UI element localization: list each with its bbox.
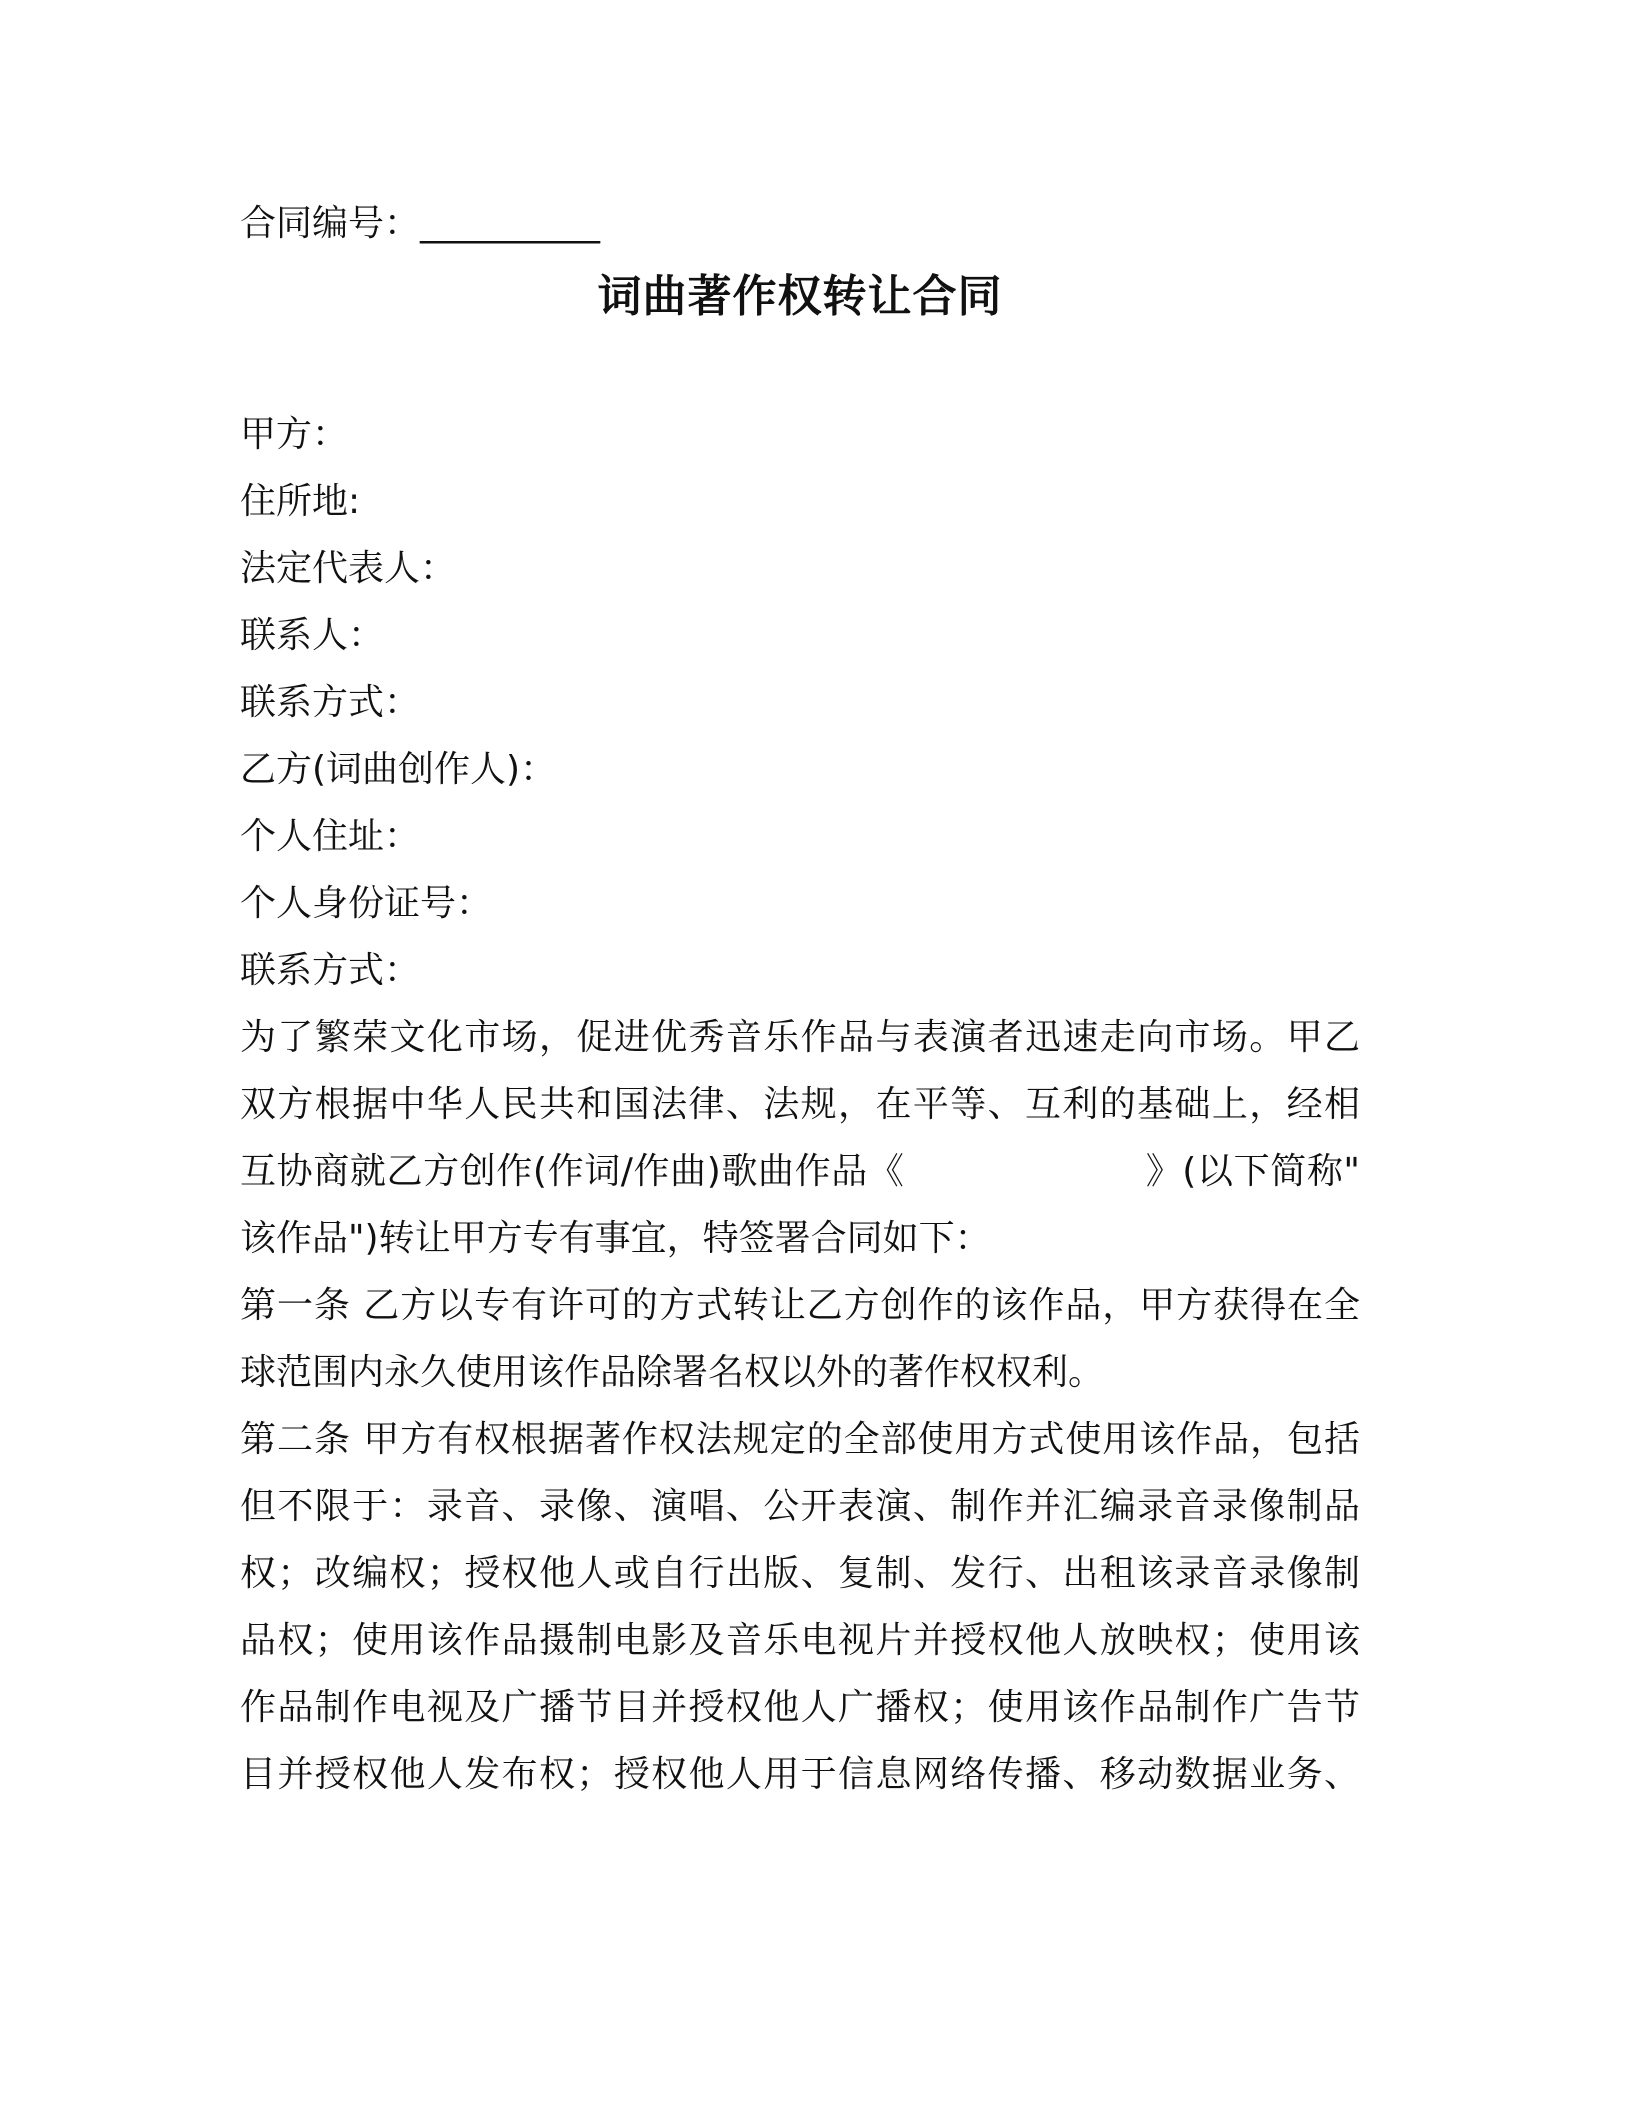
contract-number: 合同编号：__________ [240,203,601,244]
article-2-line: 第二条 甲方有权根据著作权法规定的全部使用方式使用该作品，包括 [240,1419,1360,1460]
party-b-address: 个人住址： [240,816,421,857]
party-b-id-number: 个人身份证号： [240,883,493,924]
document-title: 词曲著作权转让合同 [597,271,1003,322]
article-1-line: 球范围内永久使用该作品除署名权以外的著作权权利。 [240,1352,1105,1393]
document-body [240,190,1360,1808]
article-2-line: 品权；使用该作品摄制电影及音乐电视片并授权他人放映权；使用该 [240,1620,1360,1661]
article-2-line: 权；改编权；授权他人或自行出版、复制、发行、出租该录音录像制 [240,1553,1360,1594]
article-1-line: 第一条 乙方以专有许可的方式转让乙方创作的该作品，甲方获得在全 [240,1285,1360,1326]
party-a-phone: 联系方式： [240,682,421,723]
party-a-contact: 联系人： [240,615,385,656]
article-2-line: 但不限于：录音、录像、演唱、公开表演、制作并汇编录音录像制品 [240,1486,1360,1527]
party-b-block [240,736,1360,1004]
party-b-phone: 联系方式： [240,950,421,991]
article-2-line: 作品制作电视及广播节目并授权他人广播权；使用该作品制作广告节 [240,1687,1360,1728]
party-a-label: 甲方： [240,414,349,455]
party-b-label: 乙方(词曲创作人)： [240,749,557,790]
intro-line: 双方根据中华人民共和国法律、法规，在平等、互利的基础上，经相 [240,1084,1360,1125]
intro-line: 为了繁荣文化市场，促进优秀音乐作品与表演者迅速走向市场。甲乙 [240,1017,1360,1058]
article-2-line: 目并授权他人发布权；授权他人用于信息网络传播、移动数据业务、 [240,1754,1360,1795]
article-1 [240,1272,1360,1406]
article-2 [240,1406,1360,1808]
party-a-address: 住所地: [240,481,361,522]
party-a-legal-rep: 法定代表人： [240,548,457,589]
intro-line: 互协商就乙方创作(作词/作曲)歌曲作品《 》(以下简称" [240,1151,1360,1192]
party-a-block [240,401,1360,736]
intro-paragraph [240,1004,1360,1272]
intro-line: 该作品")转让甲方专有事宜，特签署合同如下： [240,1218,991,1259]
